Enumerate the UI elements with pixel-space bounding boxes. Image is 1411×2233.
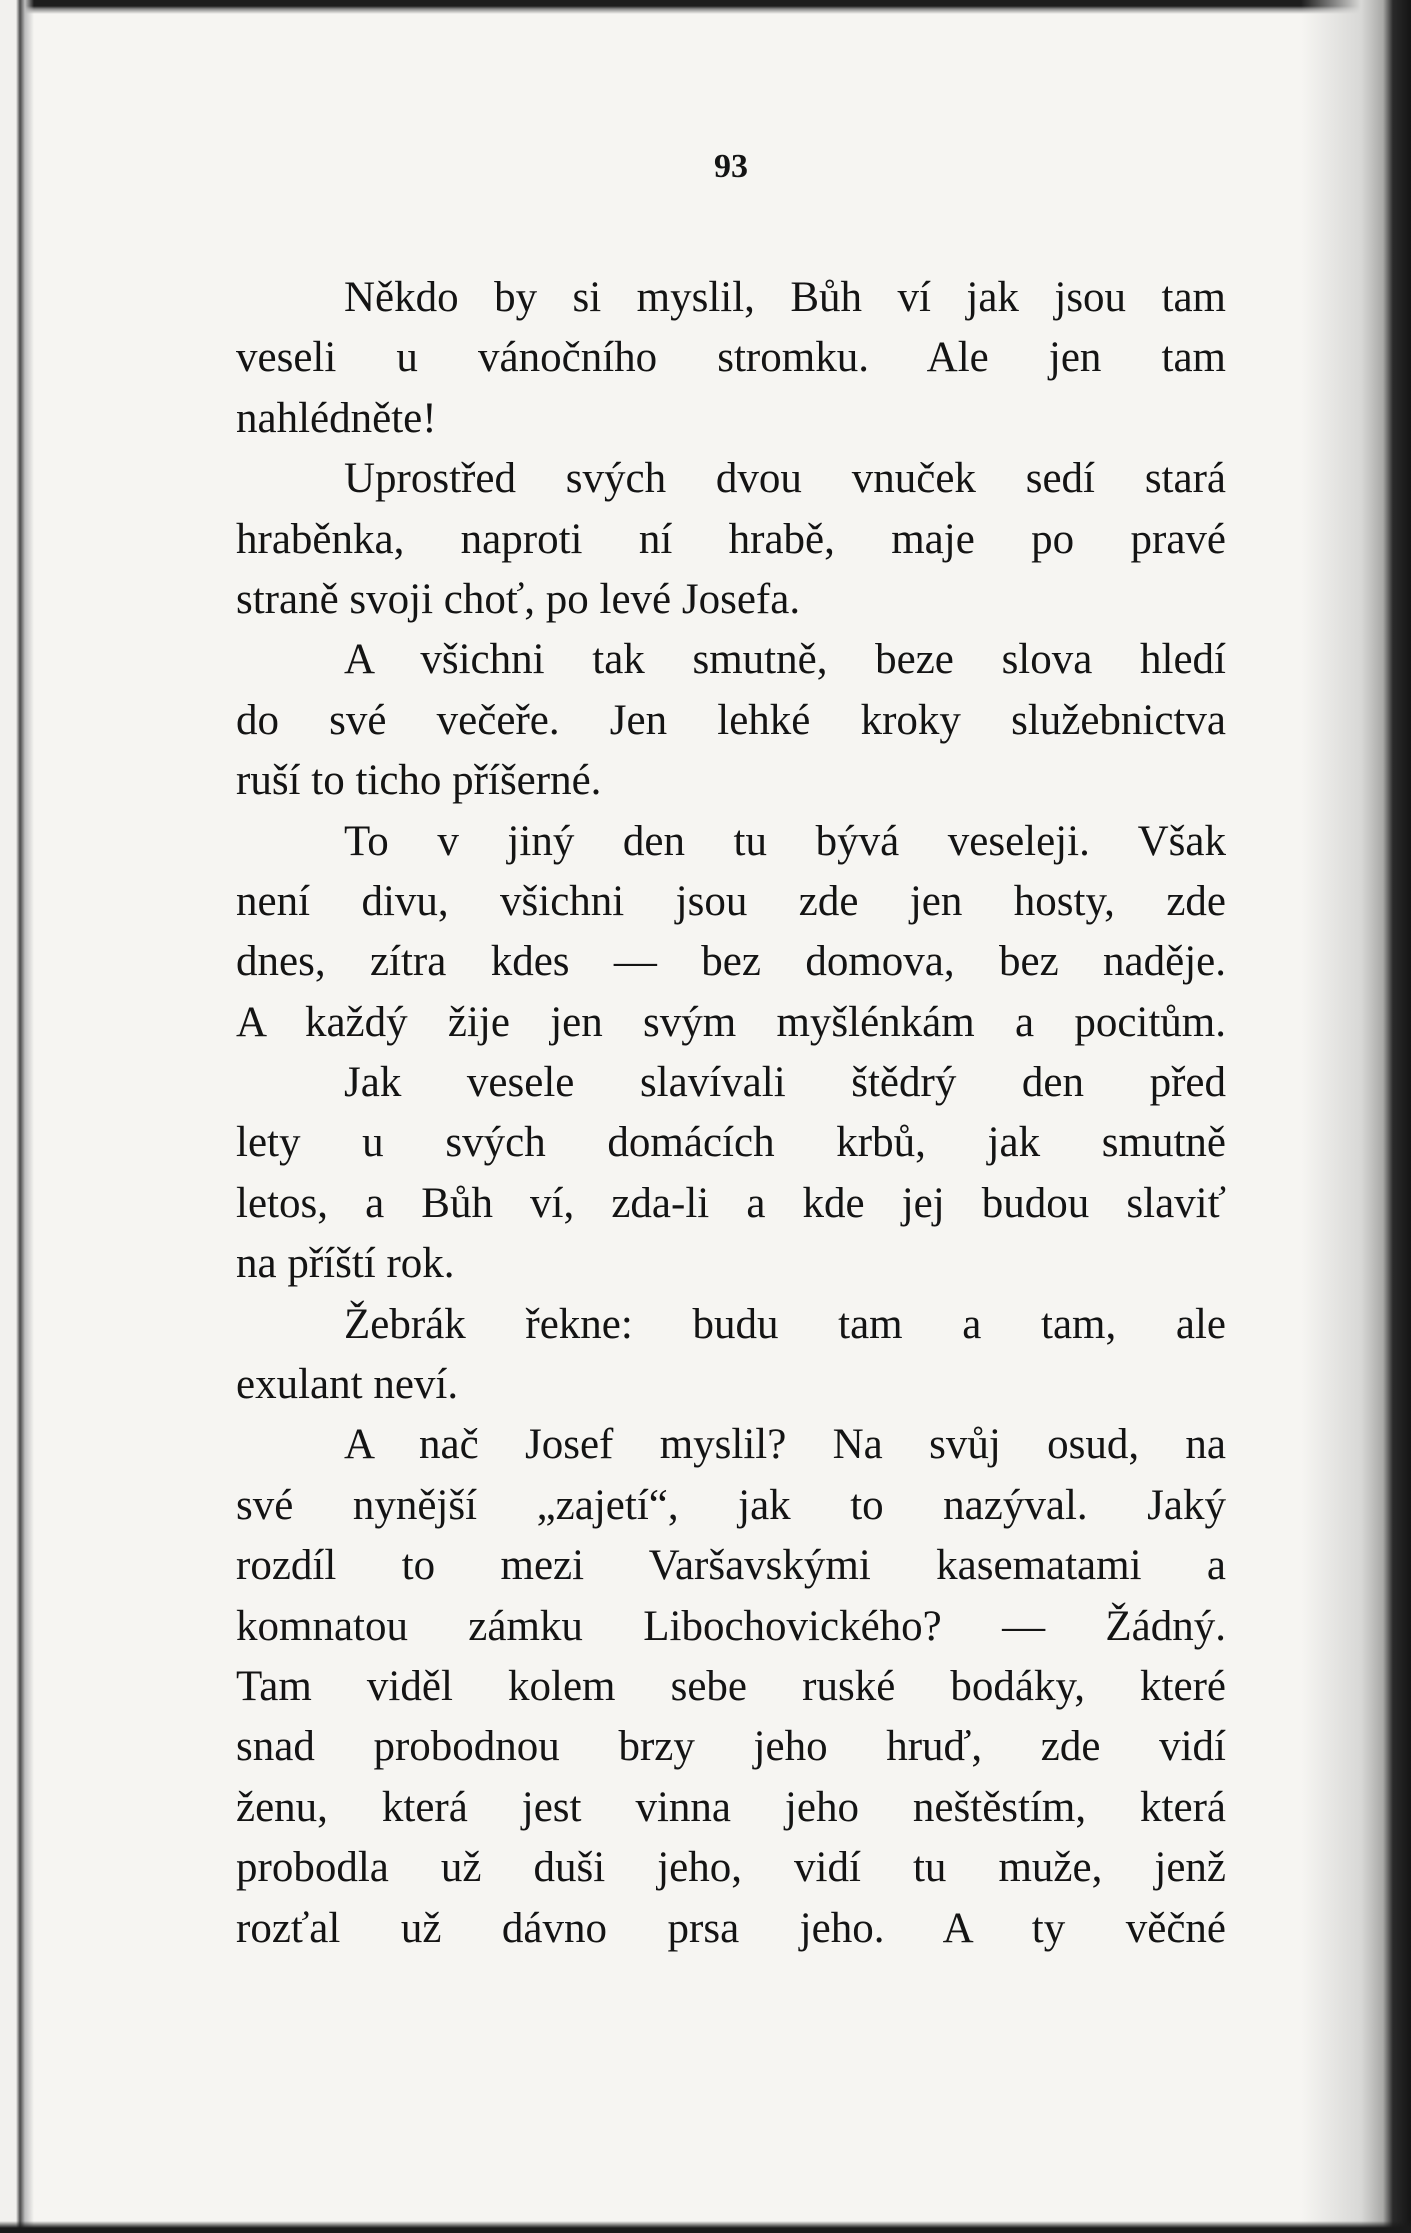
text-line: rozťal už dávno prsa jeho. A ty věčné: [236, 1904, 1226, 1952]
text-line: straně svoji choť, po levé Josefa.: [236, 575, 801, 623]
text-line: Uprostřed svých dvou vnuček sedí stará: [344, 455, 1226, 503]
body-text: [236, 268, 1226, 1959]
text-line: není divu, všichni jsou zde jen hosty, zde: [236, 877, 1226, 925]
scan-edge-top: [0, 0, 1411, 14]
text-line: dnes, zítra kdes — bez domova, bez naděje.: [236, 938, 1226, 986]
text-line: letos, a Bůh ví, zda-li a kde jej budou slaviť: [236, 1179, 1226, 1227]
text-line: lety u svých domácích krbů, jak smutně: [236, 1119, 1226, 1167]
text-line: Někdo by si myslil, Bůh ví jak jsou tam: [344, 274, 1226, 321]
text-line: snad probodnou brzy jeho hruď, zde vidí: [236, 1723, 1226, 1771]
text-line: Jak vesele slavívali štědrý den před: [344, 1059, 1226, 1107]
text-line: rozdíl to mezi Varšavskými kasematami a: [236, 1542, 1226, 1590]
page-number: 93: [714, 148, 748, 185]
text-line: A všichni tak smutně, beze slova hledí: [344, 636, 1226, 684]
text-line: své nynější „zajetí“, jak to nazýval. Jaký: [236, 1481, 1226, 1529]
text-line: exulant neví.: [236, 1361, 459, 1409]
text-line: do své večeře. Jen lehké kroky služebnictva: [236, 696, 1226, 744]
text-line: na příští rok.: [236, 1240, 455, 1288]
scan-edge-right: [1301, 0, 1411, 2233]
text-line: nahlédněte!: [236, 394, 437, 442]
text-line: A nač Josef myslil? Na svůj osud, na: [344, 1421, 1226, 1469]
text-line: Žebrák řekne: budu tam a tam, ale: [344, 1300, 1226, 1348]
text-line: To v jiný den tu bývá veseleji. Však: [344, 817, 1226, 865]
text-line: ruší to ticho příšerné.: [236, 757, 602, 805]
text-line: komnatou zámku Libochovického? — Žádný.: [236, 1602, 1226, 1650]
scan-edge-left: [0, 0, 34, 2233]
text-line: probodla už duši jeho, vidí tu muže, jenž: [236, 1844, 1226, 1892]
text-line: A každý žije jen svým myšlénkám a pocitům.: [236, 998, 1226, 1046]
text-line: veseli u vánočního stromku. Ale jen tam: [236, 334, 1226, 382]
scan-edge-bottom: [0, 2221, 1411, 2233]
text-line: hraběnka, naproti ní hrabě, maje po pravé: [236, 515, 1226, 563]
text-line: ženu, která jest vinna jeho neštěstím, která: [236, 1783, 1226, 1831]
text-line: Tam viděl kolem sebe ruské bodáky, které: [236, 1662, 1226, 1710]
